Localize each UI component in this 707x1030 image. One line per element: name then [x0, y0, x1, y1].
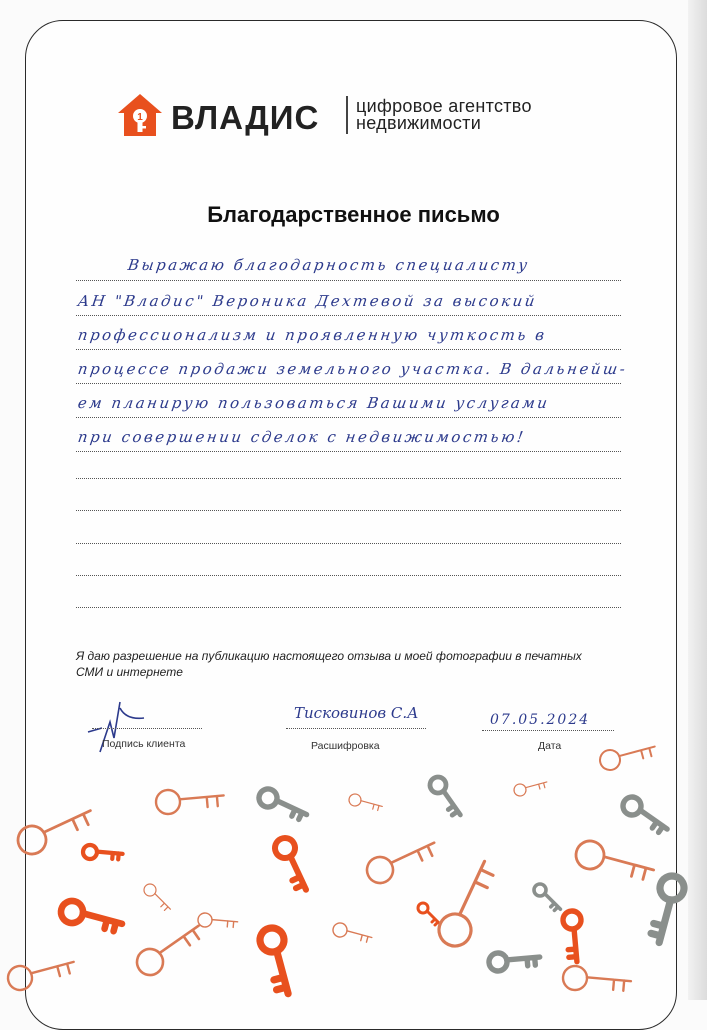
writing-line — [76, 478, 621, 479]
brand-logo — [118, 94, 598, 144]
key-icon — [80, 831, 123, 874]
house-key-icon — [118, 94, 162, 136]
date-value: 07.05.2024 — [490, 712, 591, 728]
writing-line — [76, 575, 621, 576]
key-icon — [14, 790, 93, 869]
writing-line — [76, 543, 621, 544]
key-icon — [135, 916, 201, 982]
writing-line — [76, 280, 621, 281]
decoding-value: Тисковинов С.А — [294, 704, 419, 722]
logo-divider — [346, 96, 348, 134]
writing-line — [76, 607, 621, 608]
key-icon — [421, 860, 511, 950]
date-line — [482, 730, 614, 731]
decorative-keys — [0, 740, 688, 1000]
decoding-line — [286, 728, 426, 729]
key-icon — [534, 884, 560, 910]
key-icon — [512, 769, 548, 805]
key-icon — [256, 779, 307, 830]
key-icon — [485, 933, 541, 989]
logo-digit: 1 — [137, 112, 143, 123]
key-icon — [57, 884, 123, 950]
key-icon — [195, 899, 238, 942]
key-icon — [545, 907, 601, 963]
client-signature-label: Подпись клиента — [102, 738, 186, 750]
decoding-label: Расшифровка — [311, 740, 380, 752]
key-icon — [241, 924, 313, 996]
key-icon — [363, 824, 436, 897]
handwritten-line-3: профессионализм и проявленную чуткость в — [76, 326, 548, 344]
handwritten-line-1: Выражаю благодарность специалисту — [126, 256, 531, 274]
handwritten-line-5: ем планирую пользоваться Вашими услугами — [76, 394, 551, 412]
handwritten-line-6: при совершении сделок с недвижимостью! — [76, 428, 527, 446]
client-signature-line — [92, 728, 202, 729]
key-icon — [151, 763, 225, 837]
key-icon — [425, 776, 466, 817]
key-icon — [631, 872, 688, 944]
date-label: Дата — [538, 740, 562, 752]
handwritten-line-4: процессе продажи земельного участка. В дальнейш- — [76, 360, 629, 378]
key-icon — [347, 785, 383, 821]
writing-line — [76, 417, 621, 418]
key-icon — [622, 792, 668, 838]
key-icon — [4, 937, 76, 1000]
brand-name: ВЛАДИС — [171, 99, 320, 136]
key-icon — [418, 903, 440, 925]
letter-title: Благодарственное письмо — [207, 202, 500, 227]
key-icon — [264, 835, 320, 891]
tagline-line-1: цифровое агентство — [356, 96, 532, 116]
brand-tagline — [356, 98, 532, 132]
key-icon — [330, 912, 372, 954]
writing-line — [76, 383, 621, 384]
key-icon — [144, 884, 170, 910]
handwritten-line-2: АН "Владис" Вероника Дехтевой за высокий — [76, 292, 539, 310]
page-edge — [688, 0, 707, 1000]
consent-text: Я даю разрешение на публикацию настоящего отзыва и моей фотографии в печатных СМИ и интернете — [76, 649, 582, 679]
writing-line — [76, 451, 621, 452]
key-icon — [596, 740, 656, 786]
writing-line — [76, 349, 621, 350]
tagline-line-2: недвижимости — [356, 113, 482, 133]
writing-line — [76, 315, 621, 316]
key-icon — [571, 819, 655, 903]
writing-line — [76, 510, 621, 511]
